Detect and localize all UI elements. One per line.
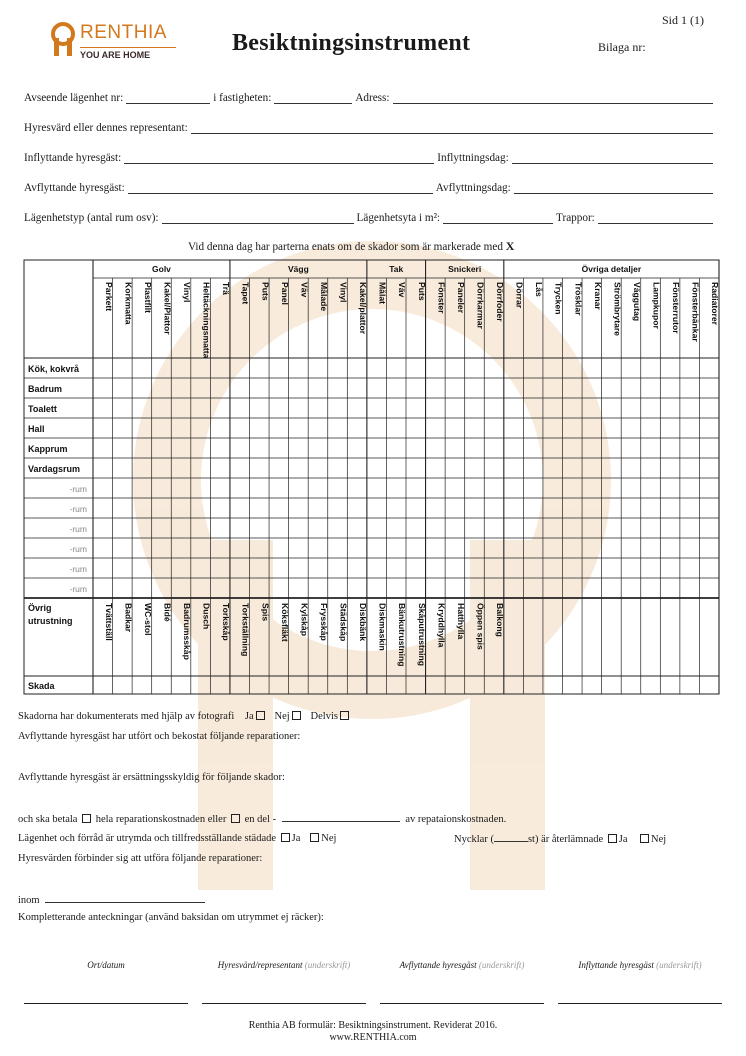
column-header: Fönsterbänkar bbox=[690, 282, 701, 342]
group-header-3: Snickeri bbox=[448, 264, 482, 274]
apt-type-label: Lägenhetstyp (antal rum osv): bbox=[24, 212, 159, 224]
column-header: Väggutag bbox=[631, 282, 642, 322]
equipment-label-1: Övrig bbox=[28, 603, 52, 613]
column-header: Radiatorer bbox=[710, 282, 721, 325]
room-label: -rum bbox=[69, 524, 87, 534]
room-label: Vardagsrum bbox=[28, 464, 81, 474]
equipment-item: Diskbänk bbox=[358, 603, 369, 642]
group-header-0: Golv bbox=[152, 264, 171, 274]
room-label: Toalett bbox=[28, 404, 57, 414]
equipment-item: Dusch bbox=[201, 603, 212, 630]
appendix-label: Bilaga nr: bbox=[598, 40, 646, 54]
equipment-item: Frysskåp bbox=[318, 603, 329, 641]
pay-full-checkbox[interactable] bbox=[82, 814, 91, 823]
logo-name: RENTHIA bbox=[80, 22, 167, 43]
pay-part-checkbox[interactable] bbox=[231, 814, 240, 823]
group-header-2: Tak bbox=[389, 264, 404, 274]
column-header: Trä bbox=[221, 282, 232, 295]
liable-label: Avflyttande hyresgäst är ersättningsskyldig för följande skador: bbox=[18, 772, 285, 783]
sig-label-outgoing: Avflyttande hyresgäst (underskrift) bbox=[399, 960, 525, 970]
cleaning-row: Lägenhet och förråd är utrymda och tillfredsställande städade Ja Nej Nycklar ( st) är återlämnade Ja Nej bbox=[18, 833, 667, 845]
column-header: Trycken bbox=[553, 282, 564, 315]
cleaned-yes-checkbox[interactable] bbox=[281, 833, 290, 842]
room-label: -rum bbox=[69, 484, 87, 494]
stairs-label: Trappor: bbox=[556, 212, 595, 224]
column-header: Kakel/Plattor bbox=[162, 282, 173, 335]
column-header: Heltäckningsmatta bbox=[201, 282, 212, 359]
equipment-item: Torkskåp bbox=[221, 603, 232, 641]
column-header: Parkett bbox=[103, 282, 114, 312]
column-header: Kakel/plattor bbox=[358, 282, 369, 335]
group-header-4: Övriga detaljer bbox=[581, 264, 642, 274]
equipment-item: WC-stol bbox=[142, 603, 153, 636]
column-header: Dörrfoder bbox=[495, 282, 506, 322]
column-header: Paneler bbox=[455, 282, 466, 314]
notes-label: Kompletterande anteckningar (använd baksidan om utrymmet ej räcker): bbox=[18, 912, 324, 923]
move-in-date-label: Inflyttningsdag: bbox=[437, 152, 509, 164]
landlord-repairs-label: Hyresvärden förbinder sig att utföra följande reparationer: bbox=[18, 853, 263, 864]
equipment-item: Bidé bbox=[162, 603, 173, 622]
equipment-item: Balkong bbox=[495, 603, 506, 637]
room-label: Hall bbox=[28, 424, 45, 434]
equipment-item: Kryddhylla bbox=[436, 603, 447, 648]
payment-row: och ska betala hela reparationskostnaden eller en del - av repataionskostnaden. bbox=[18, 814, 507, 825]
address-label: Adress: bbox=[355, 92, 390, 104]
room-label: -rum bbox=[69, 504, 87, 514]
footer-link[interactable]: www.RENTHIA.com bbox=[329, 1032, 417, 1043]
column-header: Målat bbox=[377, 282, 388, 304]
column-header: Plastfilt bbox=[142, 282, 153, 314]
equipment-item: Bänkutrustning bbox=[397, 603, 408, 667]
equipment-item: Hatthylla bbox=[455, 603, 466, 640]
equipment-item: Köksfläkt bbox=[279, 603, 290, 642]
room-label: -rum bbox=[69, 584, 87, 594]
apt-area-label: Lägenhetsyta i m²: bbox=[356, 212, 441, 224]
property-label: i fastigheten: bbox=[213, 92, 272, 104]
equipment-item: Kylskåp bbox=[299, 603, 310, 636]
column-header: Fönsterrutor bbox=[671, 282, 682, 334]
keys-group: Nycklar ( st) är återlämnade Ja Nej bbox=[454, 834, 667, 845]
room-label: -rum bbox=[69, 544, 87, 554]
column-header: Puts bbox=[416, 282, 427, 301]
equipment-item: Öppen spis bbox=[475, 603, 486, 650]
room-label: Kök, kokvrå bbox=[28, 364, 80, 374]
sig-line-landlord[interactable] bbox=[202, 1003, 366, 1004]
column-header: Lås bbox=[534, 282, 545, 297]
pay-part-input[interactable] bbox=[282, 813, 400, 822]
landlord-label: Hyresvärd eller dennes representant: bbox=[24, 122, 188, 134]
equipment-item: Torkställning bbox=[240, 603, 251, 657]
footer-line-1: Renthia AB formulär: Besiktningsinstrument. Reviderat 2016. bbox=[248, 1020, 498, 1031]
photo-row: Skadorna har dokumenterats med hjälp av fotografi Ja Nej Delvis bbox=[18, 711, 351, 722]
logo-tagline: YOU ARE HOME bbox=[80, 47, 176, 60]
sig-label-place-date: Ort/datum bbox=[87, 960, 125, 970]
room-label: -rum bbox=[69, 564, 87, 574]
column-header: Vinyl bbox=[182, 282, 193, 303]
column-header: Korkmatta bbox=[123, 282, 134, 325]
cleaned-no-checkbox[interactable] bbox=[310, 833, 319, 842]
column-header: Väv bbox=[299, 282, 310, 298]
column-header: Strömbrytare bbox=[612, 282, 623, 336]
outgoing-tenant-label: Avflyttande hyresgäst: bbox=[24, 182, 125, 194]
equipment-item: Spis bbox=[260, 603, 271, 622]
column-header: Målade bbox=[318, 282, 329, 312]
equipment-item: Diskmaskin bbox=[377, 603, 388, 651]
keys-yes-checkbox[interactable] bbox=[608, 834, 617, 843]
damage-label: Skada bbox=[28, 681, 55, 691]
sig-label-incoming: Inflyttande hyresgäst (underskrift) bbox=[578, 960, 702, 970]
column-header: Trösklar bbox=[573, 282, 584, 316]
sig-label-landlord: Hyresvärd/representant (underskrift) bbox=[217, 960, 351, 970]
equipment-item: Skåputrustning bbox=[416, 603, 427, 667]
column-header: Panel bbox=[279, 282, 290, 305]
sig-line-outgoing[interactable] bbox=[380, 1003, 544, 1004]
column-header: Vinyl bbox=[338, 282, 349, 303]
page-number: Sid 1 (1) bbox=[662, 13, 704, 27]
group-header-1: Vägg bbox=[288, 264, 309, 274]
column-header: Lampkupor bbox=[651, 282, 662, 329]
photo-partly-checkbox[interactable] bbox=[340, 711, 349, 720]
column-header: Väv bbox=[397, 282, 408, 298]
column-header: Kranar bbox=[592, 282, 603, 310]
column-header: Fönster bbox=[436, 282, 447, 314]
repairs-done-label: Avflyttande hyresgäst har utfört och bekostat följande reparationer: bbox=[18, 731, 301, 742]
equipment-label-2: utrustning bbox=[28, 616, 73, 626]
room-label: Badrum bbox=[28, 384, 63, 394]
column-header: Dörrkarmar bbox=[475, 282, 486, 329]
equipment-item: Badkar bbox=[123, 603, 134, 633]
photo-no-checkbox[interactable] bbox=[292, 711, 301, 720]
equipment-item: Städskåp bbox=[338, 603, 349, 642]
column-header: Puts bbox=[260, 282, 271, 301]
equipment-item: Badrumsskåp bbox=[182, 603, 193, 660]
keys-count-input[interactable] bbox=[494, 833, 528, 842]
equipment-item: Tvättställ bbox=[103, 603, 114, 641]
photo-yes-checkbox[interactable] bbox=[256, 711, 265, 720]
sig-line-incoming[interactable] bbox=[558, 1003, 722, 1004]
apartment-no-label: Avseende lägenhet nr: bbox=[24, 92, 124, 104]
agreement-text: Vid denna dag har parterna enats om de skador som är markerade med X bbox=[188, 239, 515, 253]
keys-no-checkbox[interactable] bbox=[640, 834, 649, 843]
incoming-tenant-label: Inflyttande hyresgäst: bbox=[24, 152, 122, 164]
move-out-date-label: Avflyttningsdag: bbox=[435, 182, 511, 194]
column-header: Tapet bbox=[240, 282, 251, 305]
room-label: Kapprum bbox=[28, 444, 68, 454]
within-row: inom bbox=[18, 894, 208, 906]
within-input[interactable] bbox=[45, 894, 205, 903]
sig-line-place-date[interactable] bbox=[24, 1003, 188, 1004]
page-title: Besiktningsinstrument bbox=[232, 30, 471, 56]
column-header: Dörrar bbox=[514, 282, 525, 309]
footer bbox=[0, 1020, 746, 1044]
